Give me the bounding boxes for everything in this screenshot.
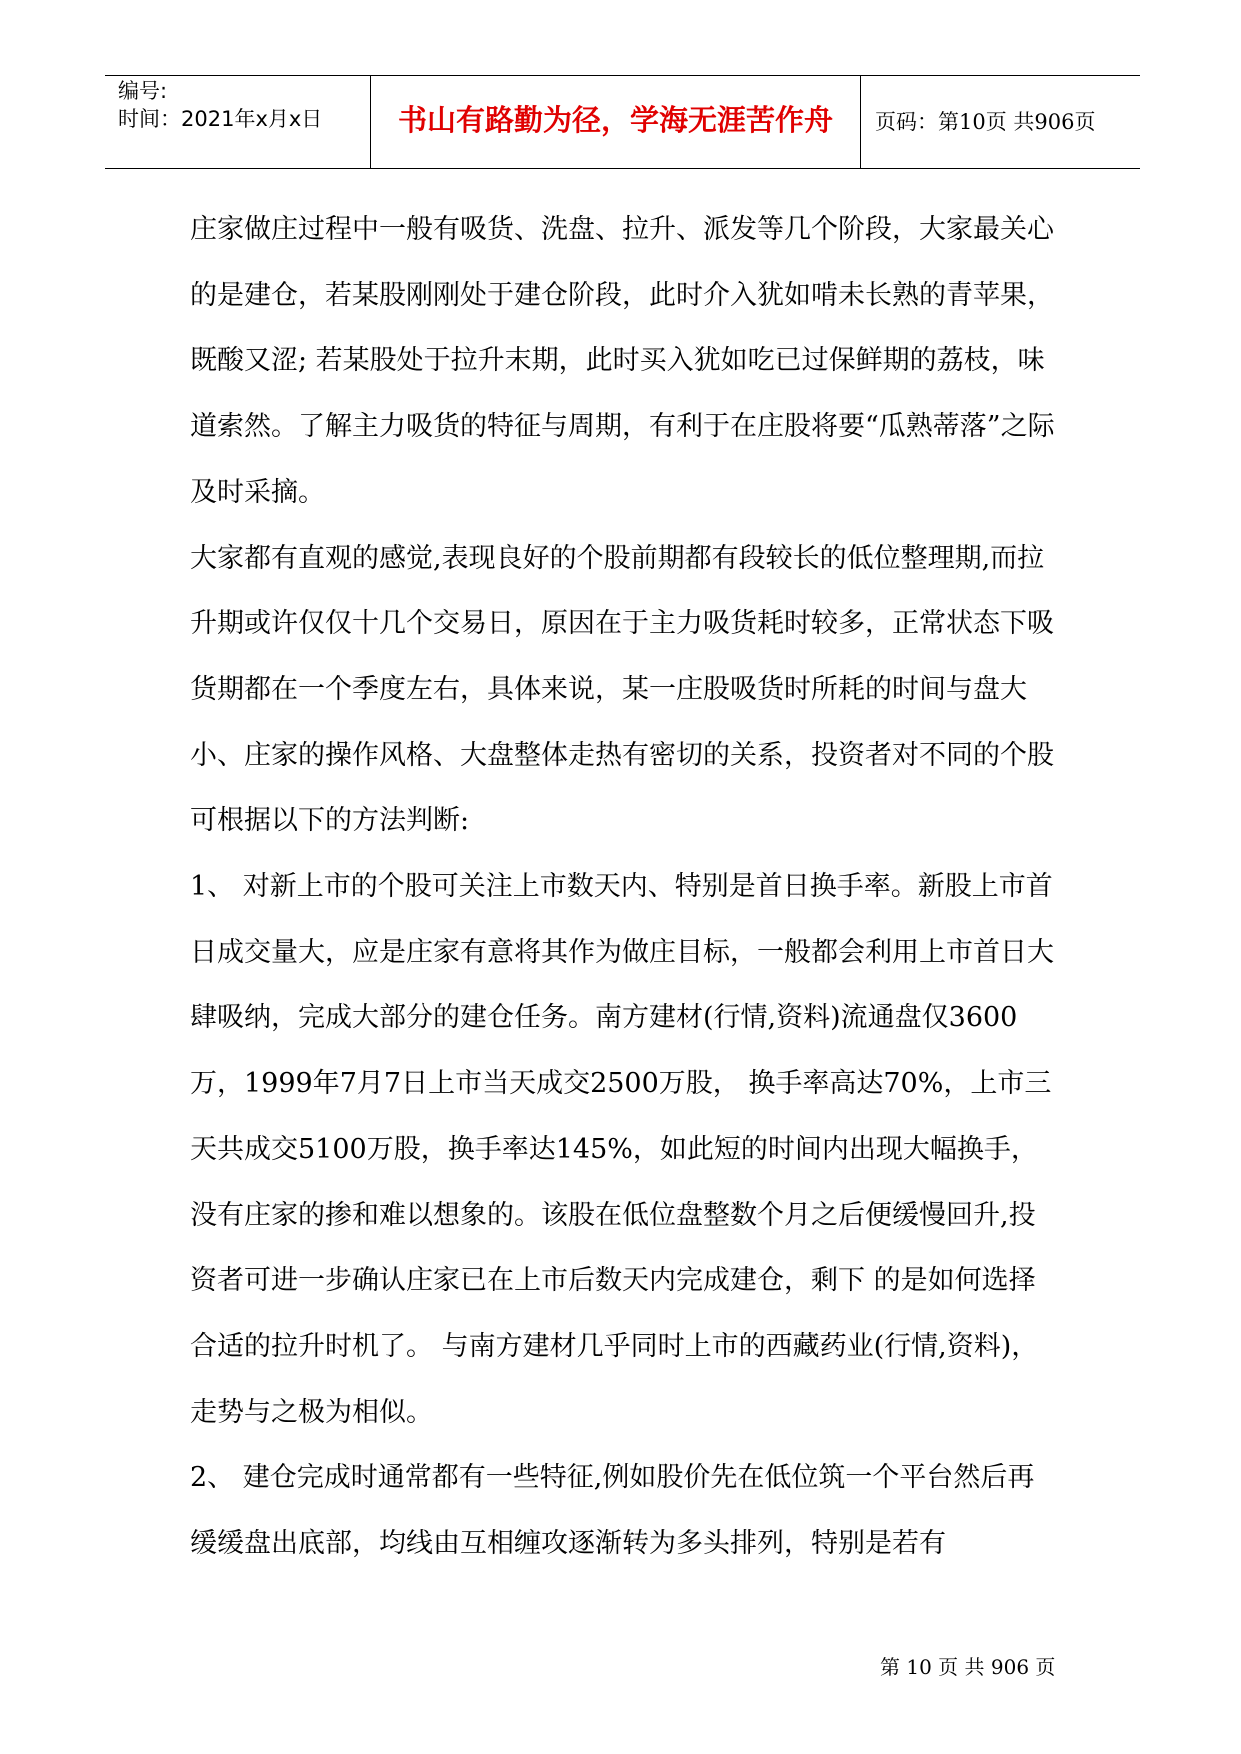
page-footer: 第 10 页 共 906 页	[880, 1655, 1056, 1679]
serial-label: 编号:	[118, 79, 168, 103]
header-divider-right	[860, 75, 861, 169]
paragraph: 大家都有直观的感觉,表现良好的个股前期都有段较长的低位整理期,而拉升期或许仅仅十几个交易日，原因在于主力吸货耗时较多，正常状态下吸货期都在一个季度左右，具体来说，某一庄股吸货时所耗的时间与盘大小、庄家的操作风格、大盘整体走热有密切的关系，投资者对不同的个股可根据以下的方法判断:	[190, 542, 1054, 837]
page-header	[105, 75, 1140, 169]
document-body	[190, 197, 1060, 1577]
paragraph: 1、 对新上市的个股可关注上市数天内、特别是首日换手率。新股上市首日成交量大，应是庄家有意将其作为做庄目标，一般都会利用上市首日大肆吸纳，完成大部分的建仓任务。南方建材(行情,资料)流通盘仅3600万，1999年7月7日上市当天成交2500万股， 换手率高达70%，上市三天共成交5100万股，换手率达145%，如此短的时间内出现大幅换手，没有庄家的掺和难以想象的。该股在低位盘整数个月之后便缓慢回升,投资者可进一步确认庄家已在上市后数天内完成建仓，剩下 的是如何选择合适的拉升时机了。 与南方建材几乎同时上市的西藏药业(行情,资料)，走势与之极为相似。	[190, 871, 1054, 1428]
header-motto: 书山有路勤为径，学海无涯苦作舟	[397, 103, 833, 137]
header-top-rule	[105, 75, 1140, 76]
header-meta	[118, 77, 322, 133]
paragraph: 庄家做庄过程中一般有吸货、洗盘、拉升、派发等几个阶段，大家最关心的是建仓，若某股刚刚处于建仓阶段，此时介入犹如啃未长熟的青苹果，既酸又涩; 若某股处于拉升末期，此时买入犹如吃已过保鲜期的荔枝，味道索然。了解主力吸货的特征与周期，有利于在庄股将要“瓜熟蒂落”之际及时采摘。	[190, 214, 1055, 508]
paragraph: 2、 建仓完成时通常都有一些特征,例如股价先在低位筑一个平台然后再缓缓盘出底部，均线由互相缠攻逐渐转为多头排列，特别是若有	[190, 1462, 1035, 1560]
header-page-code: 页码：第10页 共906页	[875, 110, 1096, 134]
header-bottom-rule	[105, 168, 1140, 169]
time-label: 时间：2021年x月x日	[118, 107, 323, 131]
